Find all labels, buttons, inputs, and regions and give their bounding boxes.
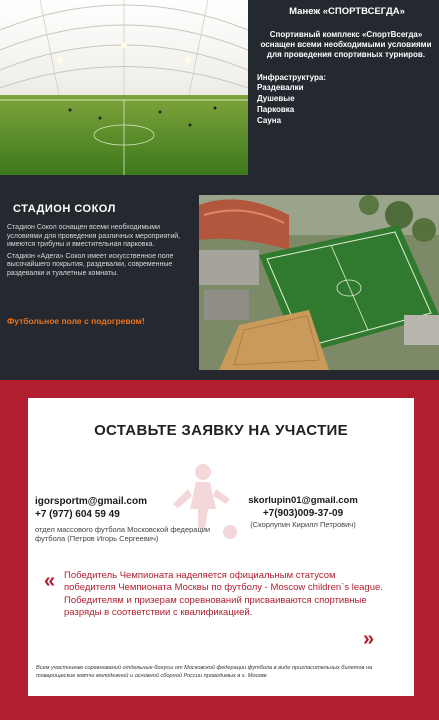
application-title: ОСТАВЬТЕ ЗАЯВКУ НА УЧАСТИЕ	[94, 422, 348, 439]
contact-right	[203, 495, 403, 529]
arena-section	[0, 0, 439, 175]
contact-phone[interactable]: +7(903)009-37-09	[262, 508, 344, 519]
quote-close-mark: »	[363, 628, 375, 650]
arena-photo	[0, 0, 248, 175]
arena-infra-title: Инфраструктура:	[257, 73, 326, 82]
infra-item: Раздевалки	[257, 83, 304, 92]
winner-quote: Победитель Чемпионата наделяется официальным статусом победителя Чемпионата Москвы по футболу - Moscow children`s league. Победителям и призерам соревнований присваиваются спортивные разряды в соответствии с квалификацией.	[64, 570, 383, 618]
sokol-desc-paragraph: Стадион «Адега» Сокол имеет искусственное поле высочайшего покрытия, раздевалки, современные раздевалки и туалетные комнаты.	[7, 252, 174, 277]
contact-role: отдел массового футбола Московской федерации футбола (Петров Игорь Сергеевич)	[35, 525, 211, 543]
stadium-aerial-photo	[199, 195, 439, 370]
arena-illustration	[0, 0, 248, 175]
infra-item: Душевые	[257, 94, 295, 103]
arena-description: Спортивный комплекс «СпортВсегда» оснащен всеми необходимыми условиями для проведения спортивных турниров.	[260, 30, 432, 59]
stadium-illustration	[199, 195, 439, 370]
heated-field-note: Футбольное поле с подогревом!	[7, 316, 145, 326]
infra-item: Сауна	[257, 116, 282, 125]
sokol-desc-paragraph: Стадион Сокол оснащен всеми необходимыми условиями для проведения различных мероприятий, имеются трибуны и вместительная парковка.	[7, 224, 181, 248]
sokol-section	[0, 175, 439, 380]
contact-role: (Скорлупин Кирилл Петрович)	[250, 520, 356, 529]
application-card	[28, 398, 414, 696]
infra-item: Парковка	[257, 105, 295, 114]
contact-email[interactable]: igorsportm@gmail.com	[35, 496, 147, 507]
quote-open-mark: «	[44, 570, 56, 592]
bonus-note: Всем участникам соревнований отдельные бонусы от Московской федерации футбола в виде пригласительных билетов на товарищеские матчи молодежной и основной сборной России проводимых в г. Москве	[36, 665, 373, 679]
sokol-description	[7, 224, 192, 278]
arena-infra-list	[257, 82, 304, 126]
contact-email[interactable]: skorlupin01@gmail.com	[248, 495, 358, 506]
contact-phone[interactable]: +7 (977) 604 59 49	[35, 509, 120, 520]
arena-title: Манеж «СПОРТВСЕГДА»	[289, 6, 405, 17]
sokol-title: СТАДИОН СОКОЛ	[13, 203, 116, 215]
application-section	[0, 380, 439, 720]
